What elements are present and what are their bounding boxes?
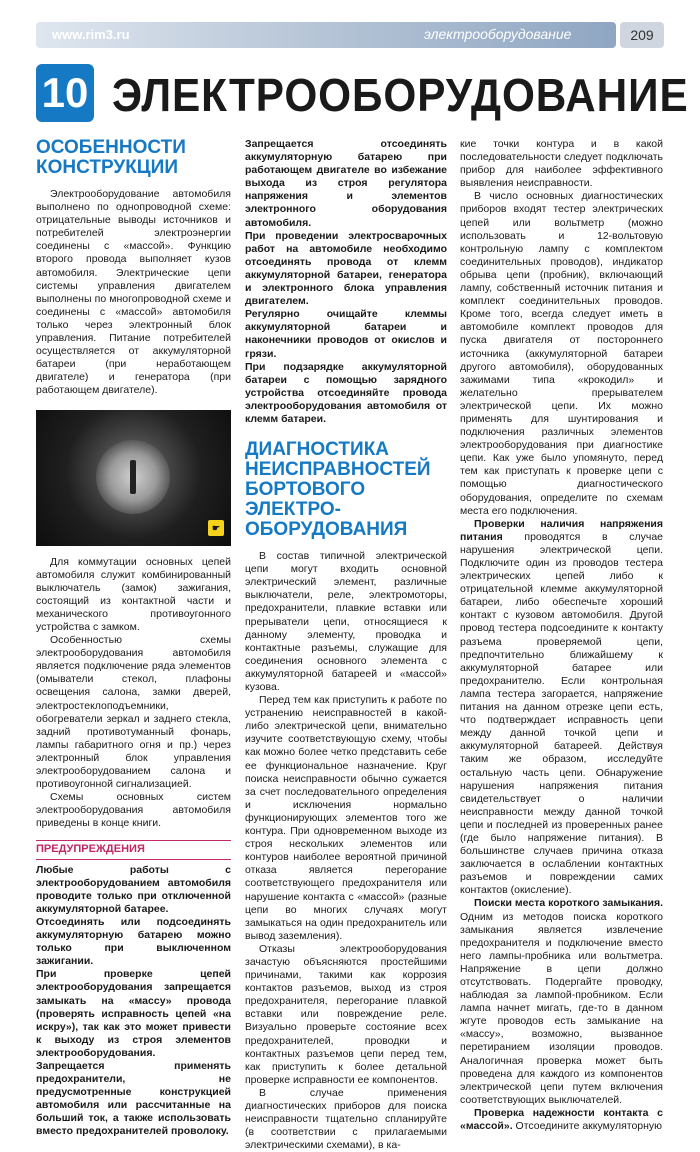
paragraph: Схемы основных систем электрооборудования автомобиля приведены в конце книги. — [36, 791, 231, 830]
paragraph-body: Одним из методов поиска короткого замыкания является извлечение предохранителя и подключение вместо него лампы-пробника или вольтметра. Напряжение в цепи должно отсутствовать. Подергайте проводку, наблюдая за лампой-пробником. Если лампа начнет мигать, где-то в данном жгуте проводов есть замыкание на «массу», возможно, вызванное перетиранием изоляции проводов. Аналогичная проверка может быть проведена для каждого из компонентов электрической цепи путем включения соответствующих выключателей. — [460, 910, 663, 1106]
run-in-heading: Проверки наличия напряжения питания — [460, 517, 663, 543]
photo-marker-icon: ☛ — [208, 520, 224, 536]
paragraph — [460, 518, 663, 898]
header-url[interactable]: www.rim3.ru — [52, 27, 130, 42]
paragraph: Отказы электрооборудования зачастую объясняются простейшими причинами, такими как коррозия контактов разъемов, выход из строя предохранителя, перегорание плавкой вставки или повреждение реле. Визуально проверьте состояние всех предохранителей, проводки и контактных разъемов цепи перед тем, как приступить к более детальной проверке исправности ее компонентов. — [245, 942, 447, 1086]
column-2 — [245, 138, 447, 1152]
paragraph — [460, 1107, 663, 1133]
page-number: 209 — [620, 22, 664, 48]
column-1 — [36, 138, 231, 1139]
paragraph: Перед тем как приступить к работе по устранению неисправностей в какой-либо электрической цепи, внимательно изучите соответствующую схему, чтобы как можно более четко представить себе ее функциональное назначение. Круг поиска неисправности обычно сужается за счет последовательного определения и исключения нормально функционирующих элементов того же контура. При одновременном выходе из строя нескольких элементов или контуров наиболее вероятной причиной отказа является перегорание соответствующего предохранителя или нарушение контакта с «массой» (разные цепи во многих случаях могут замыкаться на один предохранитель или вывод заземления). — [245, 694, 447, 942]
run-in-heading: Поиски места короткого замыкания. — [474, 897, 664, 910]
paragraph-body: проводятся в случае нарушения электрической цепи. Подключите один из проводов тестера электрических цепей либо к отрицательной клемме аккумуляторной батареи, либо обеспечьте хороший контакт с кузовом автомобиля. Другой провод тестера подсоедините к контакту разъема проверяемой цепи, предпочтительно ближайшему к аккумуляторной батарее или предохранителю. Если контрольная лампа тестера загорается, напряжение питания на данном отрезке цепи есть, что подтверждает исправность цепи между данной точкой цепи и аккумуляторной батареей. Действуя таким же образом, исследуйте остальную часть цепи. Обнаружение нарушения напряжения питания свидетельствует о наличии неисправности между данной точкой цепи и последней из проверенных ранее (где было напряжение питания). В большинстве случаев причина отказа заключается в ослаблении контактных разъемов и повреждении самих контактов (окисление). — [460, 530, 663, 897]
paragraph-body: Отсоедините аккумуляторную — [512, 1120, 663, 1133]
ignition-lock-photo — [36, 410, 231, 546]
chapter-title: ЭЛЕКТРООБОРУДОВАНИЕ — [112, 69, 689, 121]
paragraph: В случае применения диагностических приборов для поиска неисправности тщательно спланируйте (в соответствии с прилагаемыми электрическими схемами), в ка- — [245, 1086, 447, 1152]
warning-text: При подзарядке аккумуляторной батареи с помощью зарядного устройства отсоединяйте провода электрооборудования автомобиля от клемм батареи. — [245, 360, 447, 425]
section-heading-diagnostics: ДИАГНОСТИКА НЕИСПРАВНОСТЕЙ БОРТОВОГО ЭЛЕКТРО-ОБОРУДОВАНИЯ — [245, 439, 431, 541]
warnings-heading: ПРЕДУПРЕЖДЕНИЯ — [36, 840, 231, 859]
column-3 — [460, 138, 663, 1133]
key-slot — [130, 460, 136, 494]
paragraph — [460, 897, 663, 1107]
paragraph: В число основных диагностических приборов входят тестер электрических цепей или вольтметр (можно использовать и 12-вольтовую контрольную лампу с комплектом соединительных проводов), индикатор обрыва цепи (пробник), включающий лампу, собственный источник питания и комплект соединительных проводов. Кроме того, всегда следует иметь в автомобиле комплект проводов для пуска двигателя от постороннего источника (аккумуляторной батареи другого автомобиля), оборудованных зажимами типа «крокодил» и желательно прерывателем электрической цепи. Их можно применять для шунтирования и подключения различных элементов электрооборудования при диагностике цепи. Как уже было упомянуто, перед тем как приступать к проверке цепи с помощью диагностического оборудования, определите по схемам места его подключения. — [460, 190, 663, 517]
section-heading-features — [36, 138, 231, 178]
warning-text: Отсоединять или подсоединять аккумуляторную батарею можно только при выключенном зажигании. — [36, 915, 231, 968]
warning-text: Запрещается отсоединять аккумуляторную батарею при работающем двигателе во избежание выхода из строя регулятора напряжения и элементов электронного оборудования автомобиля. — [245, 138, 447, 229]
paragraph: В состав типичной электрической цепи могут входить основной электрический элемент, различные выключатели, реле, электромоторы, предохранители, плавкие вставки или прерыватели цепи, относящиеся к данному элементу, проводка и контактные разъемы, служащие для соединения основного элемента с аккумуляторной батареей и «массой» кузова. — [245, 550, 447, 693]
paragraph: Особенностью схемы электрооборудования автомобиля является подключение ряда элементов (омыватели стекол, плафоны освещения салона, замки дверей, электростеклоподъемники, обогреватели зеркал и заднего стекла, задний противотуманный фонарь, лампы габаритного огня и пр.) через электронный блок управления электрооборудованием салона и противоугонной сигнализацией. — [36, 634, 231, 791]
paragraph: Для коммутации основных цепей автомобиля служит комбинированный выключатель (замок) зажигания, состоящий из контактной части и механического противоугонного устройства с замком. — [36, 555, 231, 633]
warning-text: Регулярно очищайте клеммы аккумуляторной батареи и наконечники проводов от окислов и грязи. — [245, 308, 447, 360]
chapter-number-badge: 10 — [36, 64, 94, 122]
paragraph: кие точки контура и в какой последовательности следует подключать прибор для наиболее эффективного выявления неисправности. — [460, 138, 663, 190]
header-section: электрооборудование — [424, 26, 572, 42]
heading-line-1: ОСОБЕННОСТИ — [36, 137, 186, 158]
run-in-heading: Проверка надежности контакта с «массой». — [460, 1106, 663, 1133]
paragraph: Электрооборудование автомобиля выполнено по однопроводной схеме: отрицательные выводы источников и потребителей электроэнергии соединены с «массой». Функцию второго провода выполняет кузов автомобиля. Электрические цепи системы управления двигателем выполнены по многопроводной схеме и соединены с «массой» автомобиля только через электронный блок управления. Питание потребителей осуществляется от аккумуляторной батареи (при неработающем двигателе) и генератора (при работающем двигателе). — [36, 188, 231, 397]
heading-line-2: КОНСТРУКЦИИ — [36, 157, 178, 178]
warning-text: При проведении электросварочных работ на автомобиле необходимо отсоединять провода от клемм аккумуляторной батареи, генератора и электронного блока управления двигателем. — [245, 229, 447, 308]
warning-text: При проверке цепей электрооборудования запрещается замыкать на «массу» провода (проверять исправность цепей «на искру»), так как это может привести к выходу из строя элементов электрооборудования. — [36, 968, 231, 1059]
warning-text: Запрещается применять предохранители, не предусмотренные конструкцией автомобиля или рассчитанные на больший ток, а также использовать вместо предохранителей проволоку. — [36, 1059, 231, 1138]
warning-text: Любые работы с электрооборудованием автомобиля проводите только при отключенной аккумуляторной батарее. — [36, 863, 231, 915]
